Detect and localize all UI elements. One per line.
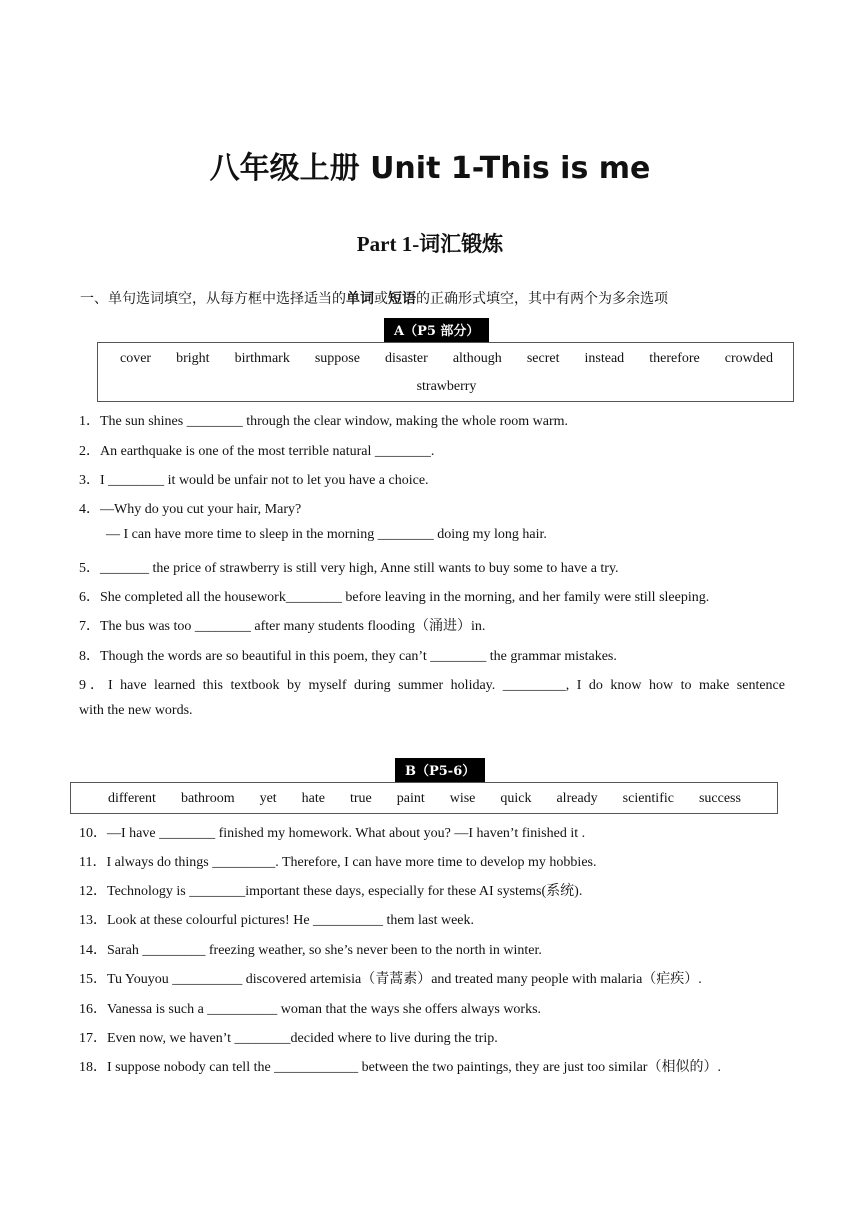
section-a-word-box (97, 342, 794, 402)
word-item: crowded (724, 351, 773, 366)
question-1: 1．The sun shines ________ through the clear window, making the whole room warm. (79, 414, 569, 429)
word-item: secret (526, 351, 560, 366)
question-4-reply: — I can have more time to sleep in the morning ________ doing my long hair. (106, 527, 547, 542)
word-item: bathroom (180, 791, 235, 806)
word-row (108, 791, 741, 807)
word-item: already (556, 791, 598, 806)
question-18: 18．I suppose nobody can tell the ____________ between the two paintings, they are just too similar（相似的）. (79, 1060, 721, 1075)
word-item: therefore (649, 351, 700, 366)
word-item: true (349, 791, 372, 806)
instruction-pre: 一、单句选词填空，从每方框中选择适当的 (80, 291, 346, 307)
question-7: 7．The bus was too ________ after many students flooding（涌进）in. (79, 619, 486, 634)
word-item: suppose (314, 351, 360, 366)
question-11: 11．I always do things _________. Therefore, I can have more time to develop my hobbies. (79, 855, 597, 870)
word-item: birthmark (234, 351, 290, 366)
question-8: 8．Though the words are so beautiful in this poem, they can’t ________ the grammar mistakes. (79, 649, 617, 664)
question-5: 5．_______ the price of strawberry is still very high, Anne still wants to buy some to have a try. (79, 561, 619, 576)
word-item: scientific (622, 791, 674, 806)
question-14: 14．Sarah _________ freezing weather, so she’s never been to the north in winter. (79, 943, 542, 958)
page-title: 八年级上册 Unit 1-This is me (209, 151, 651, 186)
question-15: 15．Tu Youyou __________ discovered artemisia（青蒿素）and treated many people with malaria（疟疾）. (79, 972, 702, 987)
word-item: although (452, 351, 502, 366)
word-item: cover (120, 351, 152, 366)
instruction-text (80, 288, 668, 308)
question-2: 2．An earthquake is one of the most terrible natural ________. (79, 444, 435, 459)
question-3: 3．I ________ it would be unfair not to let you have a choice. (79, 473, 429, 488)
word-item: yet (259, 791, 277, 806)
question-13: 13．Look at these colourful pictures! He __________ them last week. (79, 913, 475, 928)
word-item: instead (584, 351, 625, 366)
question-16: 16．Vanessa is such a __________ woman that the ways she offers always works. (79, 1002, 542, 1017)
word-item: success (698, 791, 741, 806)
section-b-word-box (70, 782, 778, 814)
instruction-phrase: 短语 (388, 291, 416, 307)
word-item: wise (449, 791, 476, 806)
section-a-label: A（P5 部分） (384, 318, 489, 342)
question-9-cont: with the new words. (79, 703, 193, 718)
word-item: bright (176, 351, 210, 366)
question-6: 6．She completed all the housework________ before leaving in the morning, and her family were still sleeping. (79, 590, 710, 605)
word-item: disaster (385, 351, 428, 366)
word-item: strawberry (416, 379, 477, 394)
question-4: 4．—Why do you cut your hair, Mary? (79, 502, 302, 517)
word-item: different (108, 791, 156, 806)
section-b-label: B（P5-6） (395, 758, 485, 782)
instruction-word: 单词 (346, 291, 374, 307)
question-17: 17．Even now, we haven’t ________decided where to live during the trip. (79, 1031, 498, 1046)
word-item: quick (500, 791, 532, 806)
word-row (120, 351, 773, 367)
question-9: 9．I have learned this textbook by myself during summer holiday. _________, I do know how to make sentence (79, 678, 785, 693)
instruction-mid: 或 (374, 291, 388, 307)
question-12: 12．Technology is ________important these days, especially for these AI systems(系统). (79, 884, 583, 899)
word-row-extra (120, 379, 773, 395)
instruction-post: 的正确形式填空，其中有两个为多余选项 (416, 291, 668, 307)
word-item: paint (396, 791, 425, 806)
part-title: Part 1-词汇锻炼 (356, 232, 504, 256)
question-10: 10．—I have ________ finished my homework. What about you? —I haven’t finished it . (79, 826, 586, 841)
word-item: hate (301, 791, 325, 806)
